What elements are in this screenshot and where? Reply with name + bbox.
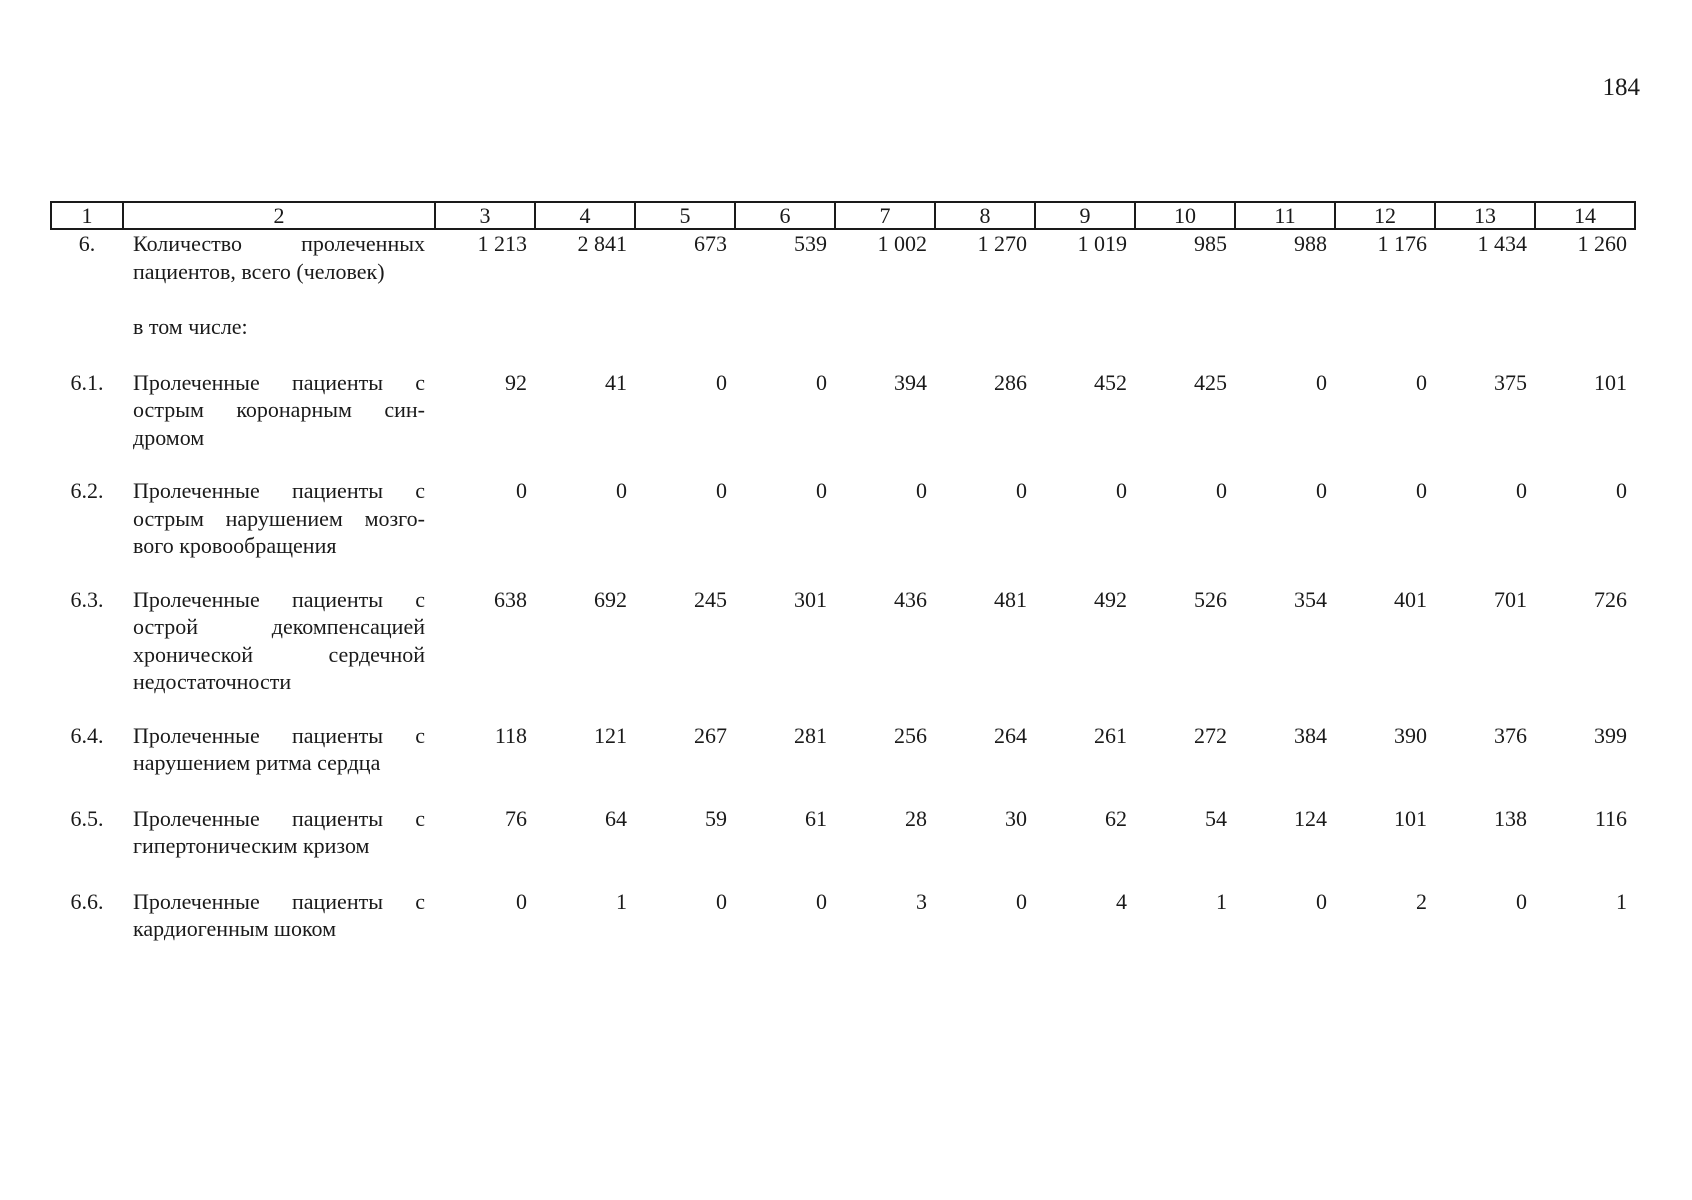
- value-cell: 0: [1416, 478, 1427, 503]
- value-cell: 1 002: [877, 231, 927, 256]
- value-cell: 0: [1016, 888, 1027, 914]
- value-cell: 0: [1516, 478, 1527, 503]
- value-cell: 0: [716, 478, 727, 503]
- value-cell: 376: [1494, 722, 1527, 748]
- value-cell: 452: [1094, 369, 1127, 395]
- value-cell: 286: [994, 369, 1027, 395]
- value-cell: 264: [994, 722, 1027, 748]
- column-header-13: 13: [1435, 202, 1535, 229]
- value-cell: 0: [616, 478, 627, 503]
- column-header-4: 4: [535, 202, 635, 229]
- value-cell: 0: [1416, 369, 1427, 395]
- value-cell: 425: [1194, 369, 1227, 395]
- row-number: 6.2.: [70, 478, 104, 503]
- value-cell: 0: [816, 478, 827, 503]
- value-cell: 1 270: [977, 231, 1027, 256]
- column-header-5: 5: [635, 202, 735, 229]
- value-cell: 92: [505, 369, 527, 395]
- value-cell: 701: [1494, 586, 1527, 612]
- value-cell: 638: [494, 586, 527, 612]
- value-cell: 118: [494, 722, 527, 748]
- row-number: 6.5.: [70, 805, 104, 831]
- table-body: [51, 229, 1635, 943]
- value-cell: 0: [716, 888, 727, 914]
- page-number: 184: [1602, 74, 1640, 101]
- row-number-empty: [51, 313, 123, 369]
- value-cell: 526: [1194, 586, 1227, 612]
- column-header-9: 9: [1035, 202, 1135, 229]
- value-cell: 272: [1194, 722, 1227, 748]
- value-cell: 41: [605, 369, 627, 395]
- value-cell: 4: [1116, 888, 1127, 914]
- table-row: [51, 477, 1635, 586]
- column-header-1: 1: [51, 202, 123, 229]
- value-cell: 384: [1294, 722, 1327, 748]
- column-number-row: [51, 202, 1635, 229]
- value-cell: 390: [1394, 722, 1427, 748]
- value-cell: 261: [1094, 722, 1127, 748]
- value-cell: 1 019: [1077, 231, 1127, 256]
- column-header-11: 11: [1235, 202, 1335, 229]
- value-cell: 124: [1294, 805, 1327, 831]
- value-cell: 0: [816, 888, 827, 914]
- value-cell: 0: [1016, 478, 1027, 503]
- value-cell: 481: [994, 586, 1027, 612]
- table-row-subheader: [51, 313, 1635, 369]
- row-number: 6.4.: [70, 722, 104, 748]
- value-cell: 1 213: [477, 231, 527, 256]
- table-row: [51, 722, 1635, 805]
- value-cell: 1 260: [1577, 231, 1627, 256]
- value-cell: 76: [505, 805, 527, 831]
- value-cell: 1 434: [1477, 231, 1527, 256]
- subheader-label: в том числе:: [133, 314, 248, 339]
- value-cell: 436: [894, 586, 927, 612]
- value-cell: 375: [1494, 369, 1527, 395]
- row-number: 6.3.: [70, 586, 104, 612]
- row-label: Пролеченные пациенты с кардиогенным шоком: [133, 888, 425, 941]
- subheader-spacer: [435, 313, 1635, 369]
- row-label: Пролеченные пациенты с нарушением ритма сердца: [133, 722, 425, 775]
- value-cell: 116: [1594, 805, 1627, 831]
- column-header-14: 14: [1535, 202, 1635, 229]
- column-header-8: 8: [935, 202, 1035, 229]
- statistics-table: [50, 201, 1636, 943]
- value-cell: 0: [1316, 478, 1327, 503]
- value-cell: 0: [1516, 888, 1527, 914]
- value-cell: 492: [1094, 586, 1127, 612]
- value-cell: 985: [1194, 231, 1227, 256]
- value-cell: 54: [1205, 805, 1227, 831]
- value-cell: 0: [1216, 478, 1227, 503]
- row-label: Количество пролеченных пациентов, всего (человек): [133, 231, 425, 284]
- table-row: [51, 586, 1635, 722]
- value-cell: 101: [1594, 369, 1627, 395]
- row-label: Пролеченные пациенты с гипертоническим кризом: [133, 805, 425, 858]
- column-header-7: 7: [835, 202, 935, 229]
- value-cell: 673: [694, 231, 727, 256]
- value-cell: 256: [894, 722, 927, 748]
- value-cell: 2 841: [577, 231, 627, 256]
- value-cell: 138: [1494, 805, 1527, 831]
- value-cell: 2: [1416, 888, 1427, 914]
- value-cell: 267: [694, 722, 727, 748]
- table-header: [51, 202, 1635, 229]
- value-cell: 988: [1294, 231, 1327, 256]
- value-cell: 692: [594, 586, 627, 612]
- value-cell: 1: [1216, 888, 1227, 914]
- value-cell: 101: [1394, 805, 1427, 831]
- value-cell: 354: [1294, 586, 1327, 612]
- value-cell: 0: [1116, 478, 1127, 503]
- table-row: [51, 369, 1635, 478]
- value-cell: 0: [816, 369, 827, 395]
- table-row: [51, 805, 1635, 888]
- value-cell: 1: [616, 888, 627, 914]
- value-cell: 0: [716, 369, 727, 395]
- column-header-6: 6: [735, 202, 835, 229]
- value-cell: 28: [905, 805, 927, 831]
- value-cell: 399: [1594, 722, 1627, 748]
- value-cell: 64: [605, 805, 627, 831]
- column-header-10: 10: [1135, 202, 1235, 229]
- value-cell: 62: [1105, 805, 1127, 831]
- value-cell: 3: [916, 888, 927, 914]
- column-header-12: 12: [1335, 202, 1435, 229]
- row-label: Пролеченные пациенты с острым коронарным синдромом: [133, 369, 425, 450]
- value-cell: 30: [1005, 805, 1027, 831]
- value-cell: 1 176: [1377, 231, 1427, 256]
- value-cell: 0: [916, 478, 927, 503]
- table-row-total: [51, 229, 1635, 313]
- row-number: 6.: [78, 231, 96, 256]
- value-cell: 394: [894, 369, 927, 395]
- value-cell: 281: [794, 722, 827, 748]
- value-cell: 0: [1316, 888, 1327, 914]
- column-header-3: 3: [435, 202, 535, 229]
- value-cell: 401: [1394, 586, 1427, 612]
- value-cell: 121: [594, 722, 627, 748]
- value-cell: 0: [516, 888, 527, 914]
- value-cell: 301: [794, 586, 827, 612]
- value-cell: 0: [1616, 478, 1627, 503]
- row-number: 6.6.: [70, 888, 104, 914]
- row-number: 6.1.: [70, 369, 104, 395]
- column-header-2: 2: [123, 202, 435, 229]
- row-label: Пролеченные пациенты с острой декомпенсацией хронической сердечной недостаточности: [133, 586, 425, 694]
- value-cell: 0: [516, 478, 527, 503]
- row-label: Пролеченные пациенты с острым нарушением мозгового кровообращения: [133, 478, 425, 558]
- value-cell: 726: [1594, 586, 1627, 612]
- value-cell: 59: [705, 805, 727, 831]
- value-cell: 0: [1316, 369, 1327, 395]
- value-cell: 245: [694, 586, 727, 612]
- value-cell: 1: [1616, 888, 1627, 914]
- value-cell: 539: [794, 231, 827, 256]
- table-row: [51, 888, 1635, 943]
- value-cell: 61: [805, 805, 827, 831]
